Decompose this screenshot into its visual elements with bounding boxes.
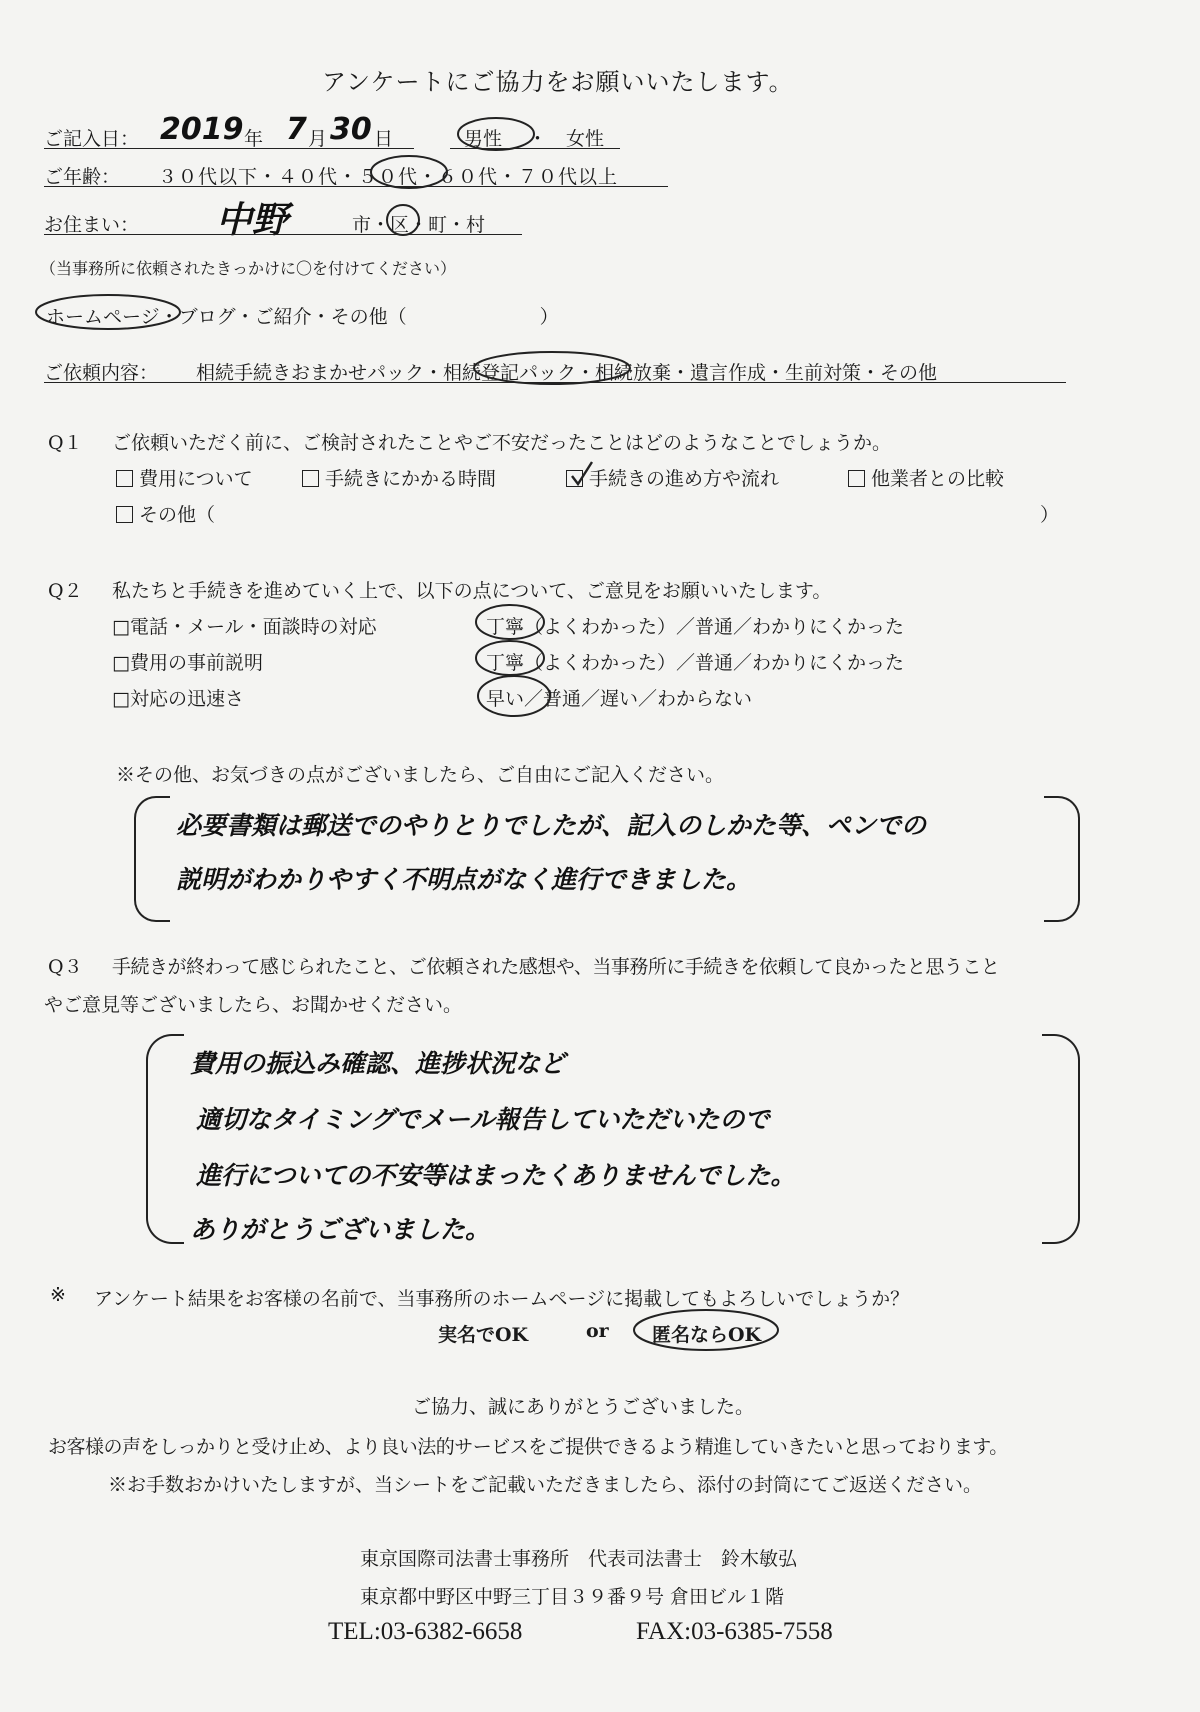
q3-question-line-1: 手続きが終わって感じられたこと、ご依頼された感想や、当事務所に手続きを依頼して良かったと思うこと [112, 956, 1000, 978]
q1-question: ご依頼いただく前に、ご検討されたことやご不安だったことはどのようなことでしょうか。 [112, 432, 892, 454]
q2-choices-contact[interactable]: 丁寧（よくわかった）／普通／わかりにくかった [486, 616, 905, 638]
age-label: ご年齢： [44, 166, 121, 188]
q2-row2-circle-icon [476, 641, 544, 675]
office-tel: TEL:03-6382-6658 [328, 1618, 523, 1645]
q2-row1-circle-icon [476, 605, 544, 639]
q1-option-cost[interactable]: 費用について [116, 464, 253, 491]
q3-answer-line-1: 費用の振込み確認、進捗状況など [190, 1049, 566, 1078]
publish-circle-icon [634, 1310, 778, 1350]
office-fax: FAX:03-6385-7558 [636, 1618, 833, 1645]
q2-answer-line-1: 必要書類は郵送でのやりとりでしたが、記入のしかた等、ペンでの [176, 811, 927, 840]
q3-question-line-2: やご意見等ございましたら、お聞かせください。 [44, 994, 463, 1016]
request-label: ご依頼内容： [44, 362, 159, 384]
q2-item-speed: □対応の迅速さ [112, 688, 244, 710]
q2-row3-circle-icon [478, 676, 550, 716]
publish-question: アンケート結果をお客様の名前で、当事務所のホームページに掲載してもよろしいでしょうか？ [94, 1288, 910, 1310]
trigger-circle-icon [36, 295, 180, 329]
publish-option-real[interactable]: 実名でOK [438, 1324, 529, 1346]
q1-option-other[interactable]: その他（ [116, 500, 215, 527]
day-unit: 日 [374, 128, 394, 150]
office-address: 東京都中野区中野三丁目３９番９号 倉田ビル１階 [360, 1586, 785, 1608]
q1-option-time[interactable]: 手続きにかかる時間 [302, 464, 496, 491]
publish-mark: ※ [50, 1284, 66, 1306]
closing-thanks: ご協力、誠にありがとうございました。 [412, 1396, 755, 1418]
q2-free-prompt: ※その他、お気づきの点がございましたら、ご自由にご記入ください。 [116, 764, 725, 786]
q1-option-process[interactable]: 手続きの進め方や流れ [566, 464, 779, 491]
q2-item-cost: □費用の事前説明 [112, 652, 263, 674]
gender-female[interactable]: 女性 [566, 128, 605, 150]
gender-male[interactable]: 男性 [464, 128, 503, 150]
trigger-note: （当事務所に依頼されたきっかけに〇を付けてください） [40, 259, 457, 278]
q2-answer-line-2: 説明がわかりやすく不明点がなく進行できました。 [176, 865, 752, 894]
publish-option-anon[interactable]: 匿名ならOK [652, 1324, 762, 1346]
date-day: 30 [330, 112, 372, 147]
q3-answer-line-4: ありがとうございました。 [190, 1215, 491, 1244]
q1-check-icon [572, 462, 592, 484]
gender-separator: ・ [528, 128, 548, 150]
q2-question: 私たちと手続きを進めていく上で、以下の点について、ご意見をお願いいたします。 [112, 580, 832, 602]
q3-answer-line-3: 進行についての不安等はまったくありませんでした。 [196, 1161, 796, 1190]
trigger-options[interactable]: ホームページ・ブログ・ご紹介・その他（ ） [46, 306, 559, 328]
q2-item-contact: □電話・メール・面談時の対応 [112, 616, 377, 638]
request-options[interactable]: 相続手続きおまかせパック・相続登記パック・相続放棄・遺言作成・生前対策・その他 [196, 362, 938, 384]
closing-line-3: ※お手数おかけいたしますが、当シートをご記載いただきましたら、添付の封筒にてご返送ください。 [108, 1474, 983, 1496]
q2-choices-speed[interactable]: 早い／普通／遅い／わからない [486, 688, 753, 710]
office-name: 東京国際司法書士事務所 代表司法書士 鈴木敏弘 [360, 1548, 798, 1570]
q1-option-compare[interactable]: 他業者との比較 [848, 464, 1004, 491]
date-year: 2019 [160, 112, 244, 147]
age-circle-icon [371, 156, 447, 188]
month-unit: 月 [308, 128, 328, 150]
age-options[interactable]: ３０代以下・４０代・５０代・６０代・７０代以上 [158, 166, 619, 188]
page-title: アンケートにご協力をお願いいたします。 [322, 68, 794, 96]
q2-number: Q２ [48, 580, 83, 602]
year-unit: 年 [244, 128, 264, 150]
request-circle-icon [474, 352, 630, 384]
address-circle-icon [387, 205, 419, 235]
q2-choices-cost[interactable]: 丁寧（よくわかった）／普通／わかりにくかった [486, 652, 905, 674]
q3-number: Q３ [48, 956, 83, 978]
q1-other-close: ） [1040, 504, 1060, 526]
q3-answer-line-2: 適切なタイミングでメール報告していただいたので [196, 1105, 770, 1134]
gender-circle-icon [458, 118, 534, 150]
date-label: ご記入日： [44, 128, 140, 150]
address-label: お住まい： [44, 214, 140, 236]
date-month: 7 [286, 112, 307, 147]
publish-or: or [586, 1320, 609, 1342]
address-units[interactable]: 市・区・町・村 [352, 214, 486, 236]
q1-number: Q１ [48, 432, 83, 454]
closing-line-2: お客様の声をしっかりと受け止め、より良い法的サービスをご提供できるよう精進していきたいと思っております。 [48, 1436, 1008, 1458]
address-value: 中野 [216, 200, 289, 241]
